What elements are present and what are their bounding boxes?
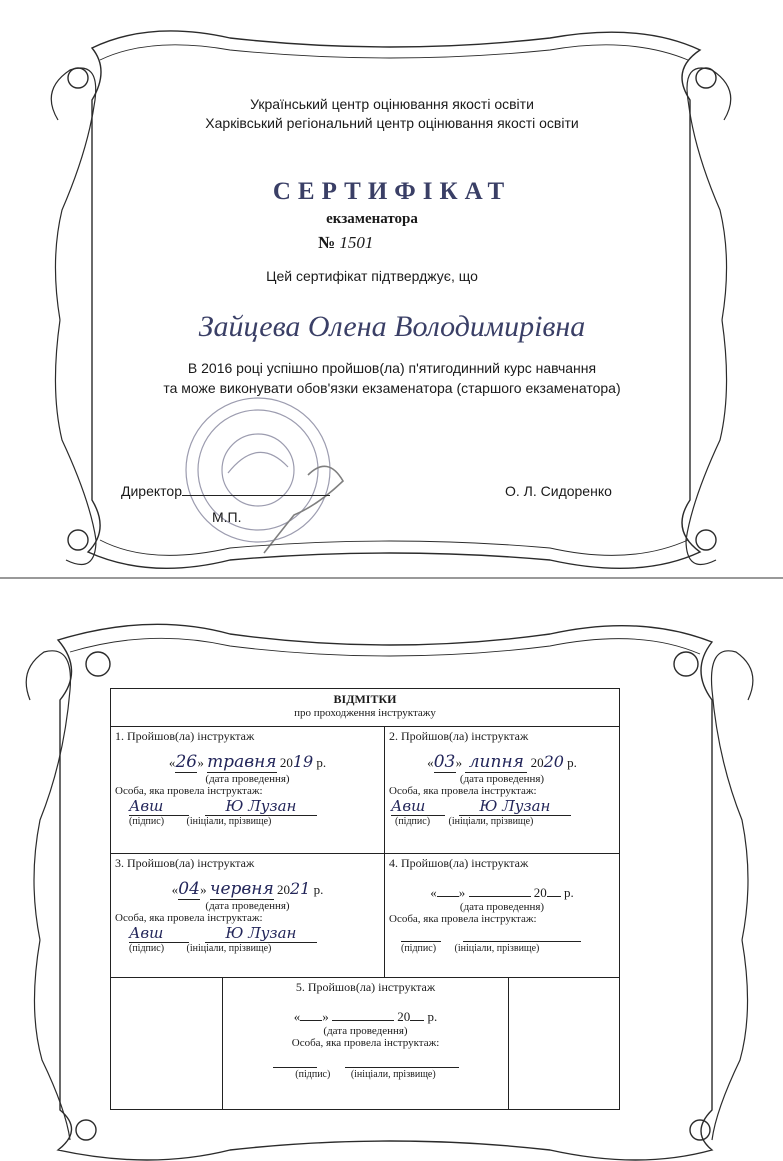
person-label: Особа, яка провела інструктаж:	[389, 785, 537, 797]
cell-month: червня	[209, 879, 274, 899]
cell-person: Ю Лузан	[459, 797, 571, 816]
cell-label: 1. Пройшов(ла) інструктаж	[115, 729, 255, 743]
sign-caption: (підпис)	[395, 816, 431, 827]
certificate-subtitle: екзаменатора	[326, 211, 418, 227]
date-caption: (дата проведення)	[205, 900, 290, 912]
date-caption: (дата проведення)	[459, 773, 545, 785]
sign-caption: (підпис)	[129, 943, 165, 954]
cell-signature	[273, 1051, 317, 1068]
year-suffix: р.	[567, 755, 577, 770]
year-prefix: 20	[397, 1009, 411, 1024]
marks-empty-left	[111, 978, 223, 1109]
director-signature-line	[182, 495, 330, 496]
cell-year: 19	[292, 752, 314, 771]
number-value: 1501	[339, 233, 374, 252]
cell-month: липня	[465, 752, 527, 773]
year-prefix: 20	[530, 755, 544, 770]
cell-person: Ю Лузан	[205, 924, 317, 943]
director-label: Директор	[121, 483, 182, 499]
person-label: Особа, яка провела інструктаж:	[115, 912, 263, 924]
director-name: О. Л. Сидоренко	[505, 483, 612, 499]
cell-day: 26	[175, 752, 198, 772]
year-prefix: 20	[533, 885, 547, 900]
cell-signature: Авш	[391, 797, 445, 816]
cell-label: 5. Пройшов(ла) інструктаж	[295, 980, 436, 994]
cell-label: 3. Пройшов(ла) інструктаж	[115, 856, 255, 870]
marks-cell-4: 4. Пройшов(ла) інструктаж « » 20 р. (дата проведення) Особа, яка провела інструктаж: (підпис) (ініціали, прізвище)	[385, 854, 619, 977]
body-line-2: та може виконувати обов'язки екзаменатора (старшого екзаменатора)	[163, 380, 621, 396]
date-caption: (дата проведення)	[323, 1025, 408, 1037]
cell-label: 2. Пройшов(ла) інструктаж	[389, 729, 529, 743]
cell-day	[437, 896, 459, 897]
certificate-title: СЕРТИФІКАТ	[272, 178, 512, 205]
cell-year	[410, 1020, 424, 1021]
cell-signature	[401, 925, 441, 942]
marks-subtitle: про проходження інструктажу	[294, 707, 436, 719]
marks-empty-right	[509, 978, 619, 1109]
cell-person	[345, 1051, 459, 1068]
year-suffix: р.	[313, 882, 324, 897]
year-suffix: р.	[564, 885, 574, 900]
cell-month	[469, 896, 531, 897]
org-line-1: Український центр оцінювання якості освіти	[250, 96, 534, 112]
marks-table	[110, 688, 620, 1110]
org-line-2: Харківський регіональний центр оцінювання якості освіти	[205, 115, 579, 131]
cell-label: 4. Пройшов(ла) інструктаж	[389, 856, 529, 870]
year-suffix: р.	[316, 755, 327, 770]
sign-caption: (підпис)	[295, 1069, 331, 1080]
cell-signature: Авш	[129, 797, 189, 816]
confirms-text: Цей сертифікат підтверджує, що	[266, 268, 478, 284]
marks-cell-5: 5. Пройшов(ла) інструктаж « » 20 р. (дата проведення) Особа, яка провела інструктаж: (підпис) (ініціали, прізвище)	[223, 978, 509, 1109]
marks-title: ВІДМІТКИ	[333, 692, 397, 706]
name-caption: (ініціали, прізвище)	[448, 816, 534, 827]
date-caption: (дата проведення)	[459, 901, 545, 913]
name-caption: (ініціали, прізвище)	[454, 943, 540, 954]
marks-cell-1: 1. Пройшов(ла) інструктаж «26» травня 2019 р. (дата проведення) Особа, яка провела інструктаж: Авш Ю Лузан (підпис) (ініціали, прізвище)	[111, 727, 385, 853]
marks-cell-2: 2. Пройшов(ла) інструктаж «03» липня 2020 р. (дата проведення) Особа, яка провела інструктаж: Авш Ю Лузан (підпис) (ініціали, прізвище)	[385, 727, 619, 853]
year-prefix: 20	[277, 882, 290, 897]
sign-caption: (підпис)	[401, 943, 437, 954]
person-label: Особа, яка провела інструктаж:	[115, 785, 263, 797]
cell-year: 20	[543, 752, 564, 771]
certificate-number	[318, 233, 373, 253]
cell-person: Ю Лузан	[205, 797, 317, 816]
cell-person	[463, 925, 581, 942]
cell-day: 03	[433, 752, 456, 772]
cell-month: травня	[207, 752, 277, 772]
cell-signature: Авш	[129, 924, 189, 943]
year-prefix: 20	[279, 755, 293, 770]
seal-stamp	[168, 395, 348, 555]
cell-month	[332, 1020, 394, 1021]
name-caption: (ініціали, прізвище)	[186, 943, 272, 954]
cell-year	[547, 896, 561, 897]
year-suffix: р.	[427, 1009, 438, 1024]
cell-day: 04	[178, 879, 200, 899]
cell-day	[300, 1020, 322, 1021]
name-caption: (ініціали, прізвище)	[350, 1069, 436, 1080]
sign-caption: (підпис)	[129, 816, 165, 827]
number-sign: №	[318, 233, 336, 252]
stamp-label: М.П.	[212, 509, 242, 525]
body-line-1: В 2016 році успішно пройшов(ла) п'ятигодинний курс навчання	[187, 360, 597, 376]
holder-name: Зайцева Олена Володимирівна	[198, 310, 586, 343]
person-label: Особа, яка провела інструктаж:	[291, 1037, 440, 1049]
cell-year: 21	[290, 879, 311, 898]
marks-cell-3: 3. Пройшов(ла) інструктаж «04» червня 2021 р. (дата проведення) Особа, яка провела інструктаж: Авш Ю Лузан (підпис) (ініціали, прізвище)	[111, 854, 385, 977]
name-caption: (ініціали, прізвище)	[186, 816, 272, 827]
person-label: Особа, яка провела інструктаж:	[389, 913, 537, 925]
date-caption: (дата проведення)	[205, 773, 290, 785]
